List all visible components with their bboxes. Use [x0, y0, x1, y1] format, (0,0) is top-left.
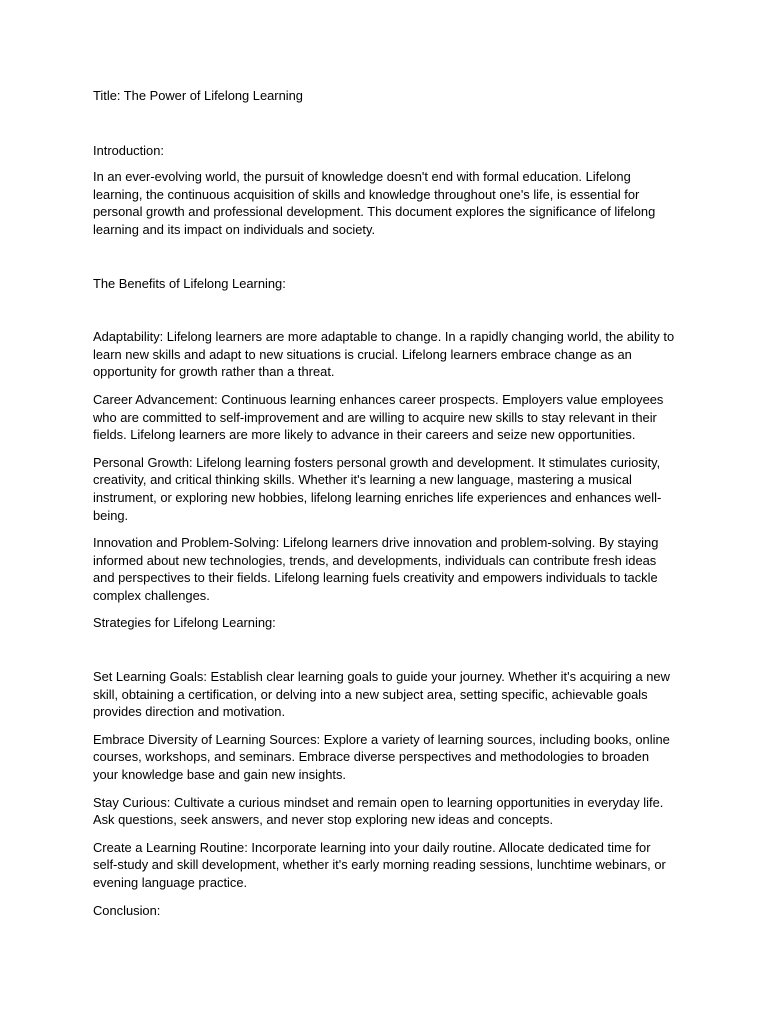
benefits-heading: The Benefits of Lifelong Learning: — [93, 275, 286, 291]
document-title: Title: The Power of Lifelong Learning — [93, 88, 303, 103]
benefit-paragraph-adaptability: Adaptability: Lifelong learners are more adaptable to change. In a rapidly changing world, the ability to learn new skills and adapt to new situations is crucial. Lifelong learners embrace change as an opportunity for growth rather than a threat. — [93, 329, 675, 380]
introduction-paragraph: In an ever-evolving world, the pursuit of knowledge doesn't end with formal education. Lifelong learning, the continuous acquisition of skills and knowledge throughout one's life, is essential for personal growth and professional development. This document explores the significance of lifelong learning and its impact on individuals and society. — [93, 169, 656, 237]
benefit-paragraph-career: Career Advancement: Continuous learning enhances career prospects. Employers value employees who are committed to self-improvement and are willing to acquire new skills to stay relevant in their fields. Lifelong learners are more likely to advance in their careers and seize new opportunities. — [93, 391, 664, 443]
benefit-paragraph-innovation: Innovation and Problem-Solving: Lifelong learners drive innovation and problem-solving. By staying informed about new technologies, trends, and developments, individuals can contribute fresh ideas and perspectives to their fields. Lifelong learning fuels creativity and empowers individuals to tackle complex challenges. — [93, 535, 659, 603]
document-body — [93, 87, 677, 919]
strategies-heading: Strategies for Lifelong Learning: — [93, 615, 276, 631]
strategy-paragraph-goals: Set Learning Goals: Establish clear learning goals to guide your journey. Whether it's acquiring a new skill, obtaining a certification, or delving into a new subject area, setting specific, achievable goals provides direction and motivation. — [93, 669, 670, 720]
benefit-paragraph-personal-growth: Personal Growth: Lifelong learning fosters personal growth and development. It stimulates curiosity, creativity, and critical thinking skills. Whether it's learning a new language, mastering a musical instrument, or exploring new hobbies, lifelong learning enriches life experiences and enhances well-being. — [93, 454, 662, 523]
strategy-paragraph-routine: Create a Learning Routine: Incorporate learning into your daily routine. Allocate dedicated time for self-study and skill development, whether it's early morning reading sessions, lunchtime webinars, or evening language practice. — [93, 839, 666, 890]
introduction-heading: Introduction: — [93, 142, 164, 158]
conclusion-heading: Conclusion: — [93, 902, 161, 918]
strategy-paragraph-diversity: Embrace Diversity of Learning Sources: Explore a variety of learning sources, including books, online courses, workshops, and seminars. Embrace diverse perspectives and methodologies to broaden your knowledge base and gain new insights. — [93, 731, 670, 783]
strategy-paragraph-curious: Stay Curious: Cultivate a curious mindset and remain open to learning opportunities in everyday life. Ask questions, seek answers, and never stop exploring new ideas and concepts. — [93, 794, 664, 828]
